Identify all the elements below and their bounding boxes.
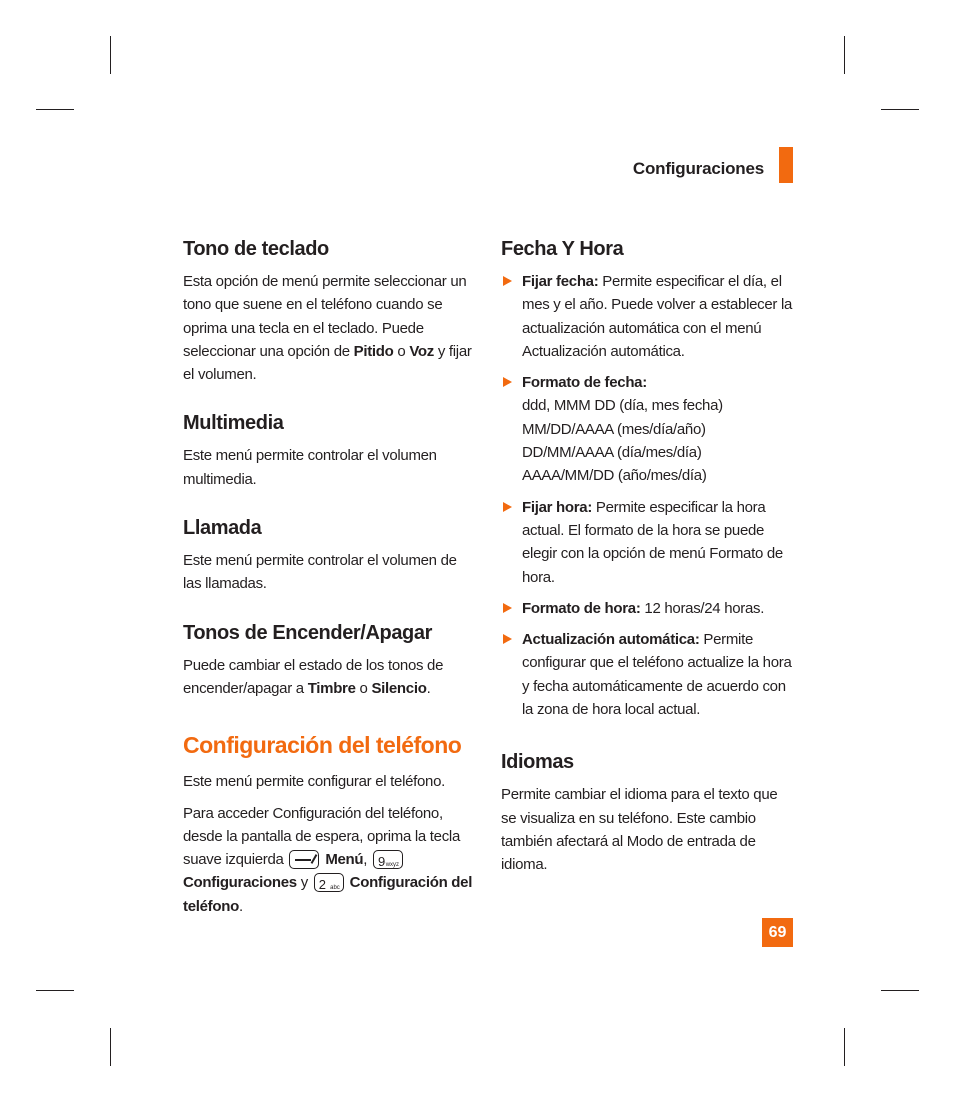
section-title: Tono de teclado [183,238,329,260]
section-header: Configuraciones [632,159,764,178]
arrow-bullet-icon [503,377,512,387]
crop-mark [881,990,919,991]
key-9-icon: 9 wxyz [373,850,403,869]
section-title: Tonos de Encender/Apagar [183,621,432,644]
key-2-icon: 2 abc [314,873,344,892]
bullet-item: Formato de hora: 12 horas/24 horas. [501,597,796,620]
arrow-bullet-icon [503,603,512,613]
section-title: Multimedia [183,412,284,435]
section-text: Permite cambiar el idioma para el texto que se visualiza en su teléfono. Este cambio también afectará al Modo de entrada de idioma. [501,786,778,874]
right-column [501,236,796,901]
crop-mark [110,36,111,74]
section-text: Puede cambiar el estado de los tonos de encender/apagar a Timbre o Silencio. [183,656,444,697]
crop-mark [36,990,74,991]
section-fecha-hora [501,236,796,721]
section-multimedia [183,410,473,491]
section-llamada [183,515,473,596]
bullet-item: Actualización automática: Permite configurar que el teléfono actualize la hora y fecha automáticamente de acuerdo con la zona de hora local actual. [501,628,796,721]
bullet-item: Fijar hora: Permite especificar la hora actual. El formato de la hora se puede elegir con la opción de menú Formato de hora. [501,496,796,589]
crop-mark [881,109,919,110]
section-tonos-encender [183,620,473,701]
section-tab [779,147,793,183]
section-text: Para acceder Configuración del teléfono, desde la pantalla de espera, oprima la tecla suave izquierda Menú, 9 wxyz Configuraciones y 2 abc Configuración del teléfono. [183,804,473,915]
section-tono-teclado [183,236,473,386]
crop-mark [110,1028,111,1066]
section-text: Este menú permite configurar el teléfono. [183,773,446,791]
arrow-bullet-icon [503,276,512,286]
left-column [183,236,473,942]
section-idiomas [501,749,796,876]
soft-key-icon [289,850,319,869]
arrow-bullet-icon [503,634,512,644]
section-title: Llamada [183,517,262,540]
bullet-item: Formato de fecha: ddd, MMM DD (día, mes fecha) MM/DD/AAAA (mes/día/año) DD/MM/AAAA (día/mes/día) AAAA/MM/DD (año/mes/día) [501,371,796,487]
chapter-title: Configuración del teléfono [183,732,462,759]
arrow-bullet-icon [503,502,512,512]
section-text: Este menú permite controlar el volumen multimedia. [183,447,437,488]
bullet-item: Fijar fecha: Permite especificar el día, el mes y el año. Puede volver a establecer la actualización automática con el menú Actualización automática. [501,270,796,363]
section-text: Esta opción de menú permite seleccionar un tono que suene en el teléfono cuando se oprima una tecla en el teclado. Puede seleccionar una opción de Pitido o Voz y fijar el volumen. [183,273,472,384]
section-title: Idiomas [501,751,574,774]
crop-mark [36,109,74,110]
crop-mark [844,1028,845,1066]
section-title: Fecha Y Hora [501,238,624,260]
crop-mark [844,36,845,74]
section-configuracion-telefono [183,730,473,918]
page-number: 69 [762,918,793,947]
section-text: Este menú permite controlar el volumen de las llamadas. [183,552,457,593]
